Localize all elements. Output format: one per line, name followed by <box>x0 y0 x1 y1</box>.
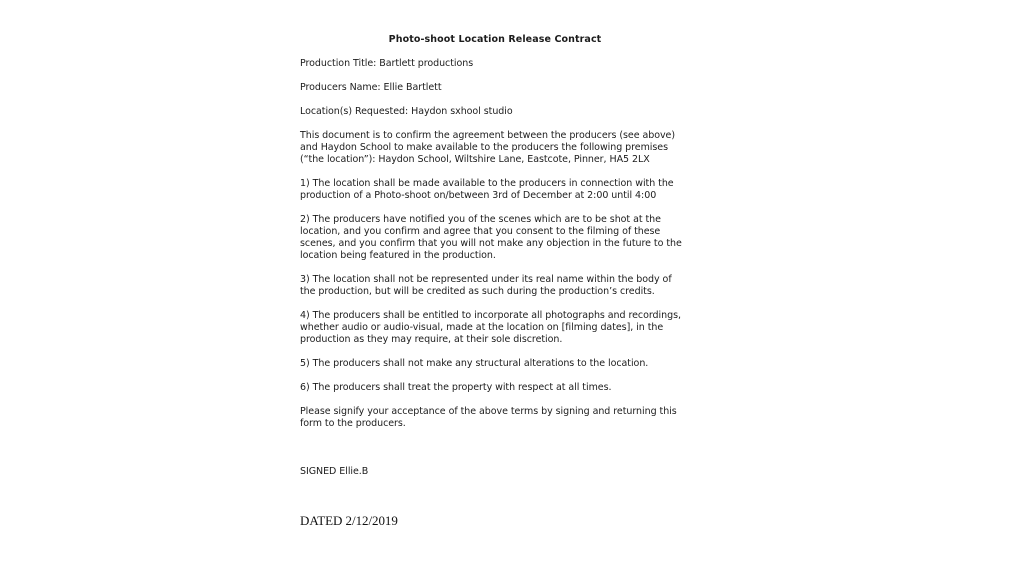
field-producers-name: Producers Name: Ellie Bartlett <box>300 82 442 93</box>
clause-4: 4) The producers shall be entitled to incorporate all photographs and recordings, whether audio or audio-visual, made at the location on [filming dates], in the production as they may require, at their sole discretion. <box>300 310 681 345</box>
clause-2: 2) The producers have notified you of the scenes which are to be shot at the location, and you confirm and agree that you consent to the filming of these scenes, and you confirm that you will not make any objection in the future to the location being featured in the production. <box>300 214 682 261</box>
date-line: DATED 2/12/2019 <box>300 513 398 528</box>
field-production-title: Production Title: Bartlett productions <box>300 58 474 69</box>
intro-paragraph: This document is to confirm the agreement between the producers (see above) and Haydon School to make available to the producers the following premises (“the location”): Haydon School, Wiltshire Lane, Eastcote, Pinner, HA5 2LX <box>300 130 676 165</box>
acceptance-paragraph: Please signify your acceptance of the above terms by signing and returning this form to the producers. <box>300 406 677 429</box>
clause-6: 6) The producers shall treat the property with respect at all times. <box>300 382 612 393</box>
clause-3: 3) The location shall not be represented under its real name within the body of the production, but will be credited as such during the production’s credits. <box>300 274 672 297</box>
field-location-requested: Location(s) Requested: Haydon sxhool studio <box>300 106 513 117</box>
signature-line: SIGNED Ellie.B <box>300 466 369 477</box>
clause-1: 1) The location shall be made available to the producers in connection with the production of a Photo-shoot on/between 3rd of December at 2:00 until 4:00 <box>300 178 674 201</box>
document-title: Photo-shoot Location Release Contract <box>388 34 602 45</box>
document-body <box>300 34 690 539</box>
clause-5: 5) The producers shall not make any structural alterations to the location. <box>300 358 649 369</box>
